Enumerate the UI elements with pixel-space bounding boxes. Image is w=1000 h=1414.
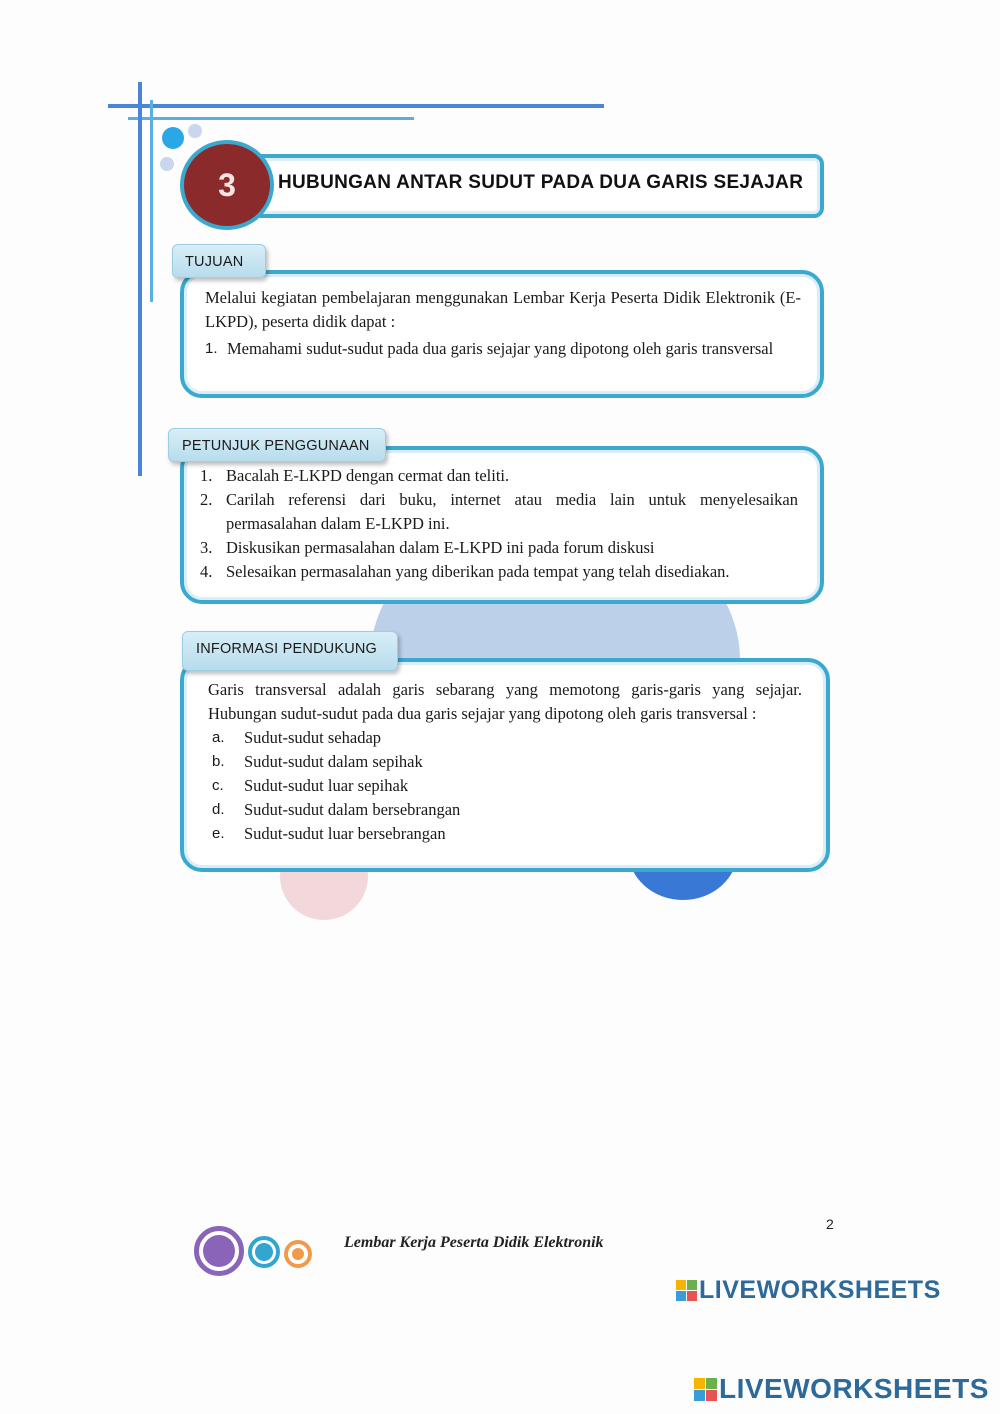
- footer-caption: Lembar Kerja Peserta Didik Elektronik: [344, 1234, 604, 1251]
- tujuan-body: [205, 286, 801, 361]
- informasi-item-marker: c.: [212, 777, 224, 794]
- liveworksheets-logo-icon: [676, 1280, 697, 1301]
- liveworksheets-logo-icon: [694, 1378, 717, 1401]
- informasi-item-e: [212, 822, 802, 846]
- decor-dot-1: [162, 127, 184, 149]
- watermark-2: [694, 1373, 989, 1405]
- petunjuk-tab: PETUNJUK PENGGUNAAN: [168, 428, 386, 462]
- informasi-tab: INFORMASI PENDUKUNG: [182, 631, 398, 671]
- petunjuk-item-marker: 4.: [200, 562, 213, 581]
- informasi-item-marker: b.: [212, 753, 225, 770]
- decor-dot-2: [188, 124, 202, 138]
- decor-dot-3: [160, 157, 174, 171]
- watermark-text: LIVEWORKSHEETS: [699, 1276, 941, 1304]
- tujuan-item-marker: 1.: [205, 340, 218, 357]
- watermark-1: [676, 1276, 941, 1305]
- decor-line-h2: [128, 117, 414, 120]
- informasi-item-c: [212, 774, 802, 798]
- page-number: 2: [826, 1216, 834, 1232]
- informasi-body: [208, 678, 802, 846]
- petunjuk-item-4: [200, 560, 798, 584]
- petunjuk-item-marker: 3.: [200, 538, 213, 557]
- section-badge: [180, 140, 274, 230]
- informasi-item-text: Sudut-sudut dalam sepihak: [244, 752, 423, 771]
- informasi-item-text: Sudut-sudut luar sepihak: [244, 776, 409, 795]
- footer-circle-purple: [194, 1226, 244, 1276]
- decor-line-v1: [138, 82, 142, 476]
- petunjuk-item-1: [200, 464, 798, 488]
- tujuan-item-1: [205, 337, 801, 361]
- petunjuk-body: [200, 464, 798, 584]
- informasi-item-text: Sudut-sudut sehadap: [244, 728, 382, 747]
- informasi-item-text: Sudut-sudut dalam bersebrangan: [244, 800, 461, 819]
- informasi-intro: Garis transversal adalah garis sebarang yang memotong garis-garis yang sejajar. Hubungan sudut-sudut pada dua garis sejajar yang dipotong oleh garis transversal :: [208, 680, 802, 723]
- petunjuk-item-3: [200, 536, 798, 560]
- informasi-item-marker: a.: [212, 729, 225, 746]
- petunjuk-item-marker: 1.: [200, 466, 213, 485]
- informasi-item-a: [212, 726, 802, 750]
- petunjuk-item-2: [200, 488, 798, 536]
- informasi-item-marker: d.: [212, 801, 225, 818]
- petunjuk-item-text: Selesaikan permasalahan yang diberikan pada tempat yang telah disediakan.: [226, 562, 730, 581]
- watermark-text: LIVEWORKSHEETS: [719, 1373, 989, 1404]
- petunjuk-item-text: Bacalah E-LKPD dengan cermat dan teliti.: [226, 466, 510, 485]
- petunjuk-item-marker: 2.: [200, 490, 213, 509]
- section-number: 3: [218, 166, 236, 203]
- decor-line-h1: [108, 104, 604, 108]
- informasi-item-marker: e.: [212, 825, 225, 842]
- informasi-item-d: [212, 798, 802, 822]
- tujuan-item-text: Memahami sudut-sudut pada dua garis sejajar yang dipotong oleh garis transversal: [227, 339, 774, 358]
- informasi-item-text: Sudut-sudut luar bersebrangan: [244, 824, 446, 843]
- tujuan-intro: Melalui kegiatan pembelajaran menggunakan Lembar Kerja Peserta Didik Elektronik (E-LKPD), peserta didik dapat :: [205, 288, 801, 331]
- footer-circle-teal: [248, 1236, 280, 1268]
- footer-circle-orange: [284, 1240, 312, 1268]
- petunjuk-item-text: Diskusikan permasalahan dalam E-LKPD ini pada forum diskusi: [226, 538, 655, 557]
- tujuan-tab: TUJUAN: [172, 244, 266, 278]
- page-title: HUBUNGAN ANTAR SUDUT PADA DUA GARIS SEJAJAR: [278, 172, 804, 193]
- petunjuk-item-text: Carilah referensi dari buku, internet atau media lain untuk menyelesaikan permasalahan dalam E-LKPD ini.: [226, 490, 798, 533]
- informasi-item-b: [212, 750, 802, 774]
- decor-line-v2: [150, 100, 153, 302]
